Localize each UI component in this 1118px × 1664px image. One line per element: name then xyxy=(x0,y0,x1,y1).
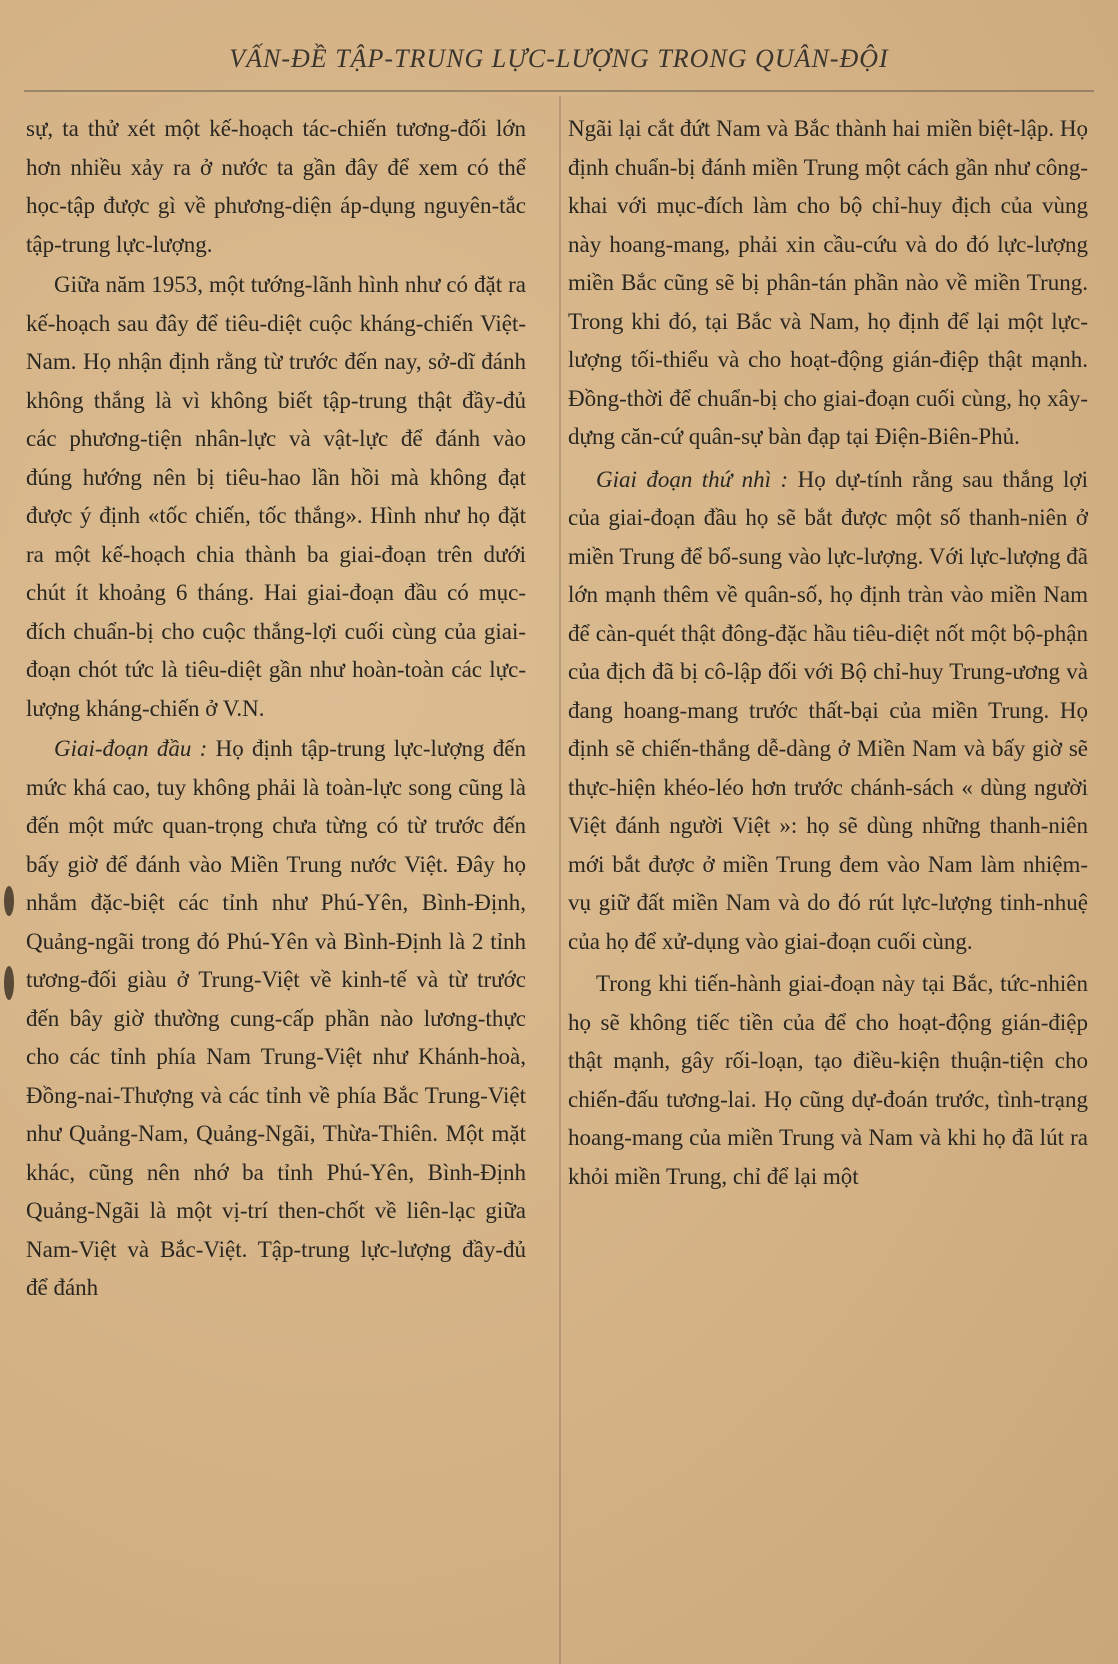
paragraph-text: Họ định tập-trung lực-lượng đến mức khá cao, tuy không phải là toàn-lực song cũng là đến một mức quan-trọng chưa từng có từ trước đến bấy giờ để đánh vào Miền Trung nước Việt. Đây họ nhắm đặc-biệt các tỉnh như Phú-Yên, Bình-Định, Quảng-ngãi trong đó Phú-Yên và Bình-Định là 2 tỉnh tương-đối giàu ở Trung-Việt về kinh-tế và từ trước đến bây giờ thường cung-cấp phần nào lương-thực cho các tỉnh phía Nam Trung-Việt như Khánh-hoà, Đồng-nai-Thượng và các tỉnh về phía Bắc Trung-Việt như Quảng-Nam, Quảng-Ngãi, Thừa-Thiên. Một mặt khác, cũng nên nhớ ba tỉnh Phú-Yên, Bình-Định Quảng-Ngãi là một vị-trí then-chốt về liên-lạc giữa Nam-Việt và Bắc-Việt. Tập-trung lực-lượng đầy-đủ để đánh xyxy=(26,736,526,1300)
section-heading-giai-doan-thu-nhi: Giai đoạn thứ nhì : xyxy=(596,466,789,492)
ink-blot-mark xyxy=(4,966,14,1000)
column-divider xyxy=(559,96,561,1664)
paragraph-text: Họ dự-tính rằng sau thắng lợi của giai-đoạn đầu họ sẽ bắt được một số thanh-niên ở miền Trung để bổ-sung vào lực-lượng. Với lực-lượng đã lớn mạnh thêm về quân-số, họ định tràn vào miền Nam để càn-quét thật đông-đặc hầu tiêu-diệt nốt một bộ-phận của địch đã bị cô-lập đối với Bộ chỉ-huy Trung-ương và đang hoang-mang trước thất-bại của miền Trung. Họ định sẽ chiến-thắng dễ-dàng ở Miền Nam và bấy giờ sẽ thực-hiện khéo-léo hơn trước chánh-sách « dùng người Việt đánh người Việt »: họ sẽ dùng những thanh-niên mới bắt được ở miền Trung đem vào Nam làm nhiệm-vụ giữ đất miền Nam và do đó rút lực-lượng tinh-nhuệ của họ để xử-dụng vào giai-đoạn cuối cùng. xyxy=(568,466,1088,954)
paragraph-text: sự, ta thử xét một kế-hoạch tác-chiến tương-đối lớn hơn nhiều xảy ra ở nước ta gần đây để xem có thể học-tập được gì về phương-diện áp-dụng nguyên-tắc tập-trung lực-lượng. xyxy=(26,116,526,257)
paragraph xyxy=(26,730,526,1308)
paragraph-text: Trong khi tiến-hành giai-đoạn này tại Bắc, tức-nhiên họ sẽ không tiếc tiền của để cho hoạt-động gián-điệp thật mạnh, gây rối-loạn, tạo điều-kiện thuận-tiện cho chiến-đấu tương-lai. Họ cũng dự-đoán trước, tình-trạng hoang-mang của miền Trung và Nam và khi họ đã lút ra khỏi miền Trung, chỉ để lại một xyxy=(568,971,1088,1189)
paragraph xyxy=(568,461,1088,962)
paragraph xyxy=(568,965,1088,1196)
section-heading-giai-doan-dau: Giai-đoạn đầu : xyxy=(54,736,208,761)
ink-blot-mark xyxy=(4,886,14,916)
header-rule xyxy=(24,90,1094,92)
right-column xyxy=(568,110,1088,1660)
paragraph-text: Ngãi lại cắt đứt Nam và Bắc thành hai miền biệt-lập. Họ định chuẩn-bị đánh miền Trung một cách gần như công-khai với mục-đích làm cho bộ chỉ-huy địch của vùng này hoang-mang, phải xin cầu-cứu và do đó lực-lượng miền Bắc cũng sẽ bị phân-tán phần nào về miền Trung. Trong khi đó, tại Bắc và Nam, họ định để lại một lực-lượng tối-thiểu và cho hoạt-động gián-điệp thật mạnh. Đồng-thời để chuẩn-bị cho giai-đoạn cuối cùng, họ xây-dựng căn-cứ quân-sự bàn đạp tại Điện-Biên-Phủ. xyxy=(568,116,1088,449)
paragraph-text: Giữa năm 1953, một tướng-lãnh hình như có đặt ra kế-hoạch sau đây để tiêu-diệt cuộc kháng-chiến Việt-Nam. Họ nhận định rằng từ trước đến nay, sở-dĩ đánh không thắng là vì không biết tập-trung thật đầy-đủ các phương-tiện nhân-lực và vật-lực để đánh vào đúng hướng nên bị tiêu-hao lần hồi mà không đạt được ý định «tốc chiến, tốc thắng». Hình như họ đặt ra một kế-hoạch chia thành ba giai-đoạn trên dưới chút ít khoảng 6 tháng. Hai giai-đoạn đầu có mục-đích chuẩn-bị cho cuộc thắng-lợi cuối cùng của giai-đoạn chót tức là tiêu-diệt gần như hoàn-toàn các lực-lượng kháng-chiến ở V.N. xyxy=(26,272,526,721)
running-header: VẤN-ĐỀ TẬP-TRUNG LỰC-LƯỢNG TRONG QUÂN-ĐỘI xyxy=(229,44,889,73)
paragraph xyxy=(568,110,1088,457)
paragraph xyxy=(26,110,526,264)
left-column xyxy=(26,110,526,1660)
paragraph xyxy=(26,266,526,728)
